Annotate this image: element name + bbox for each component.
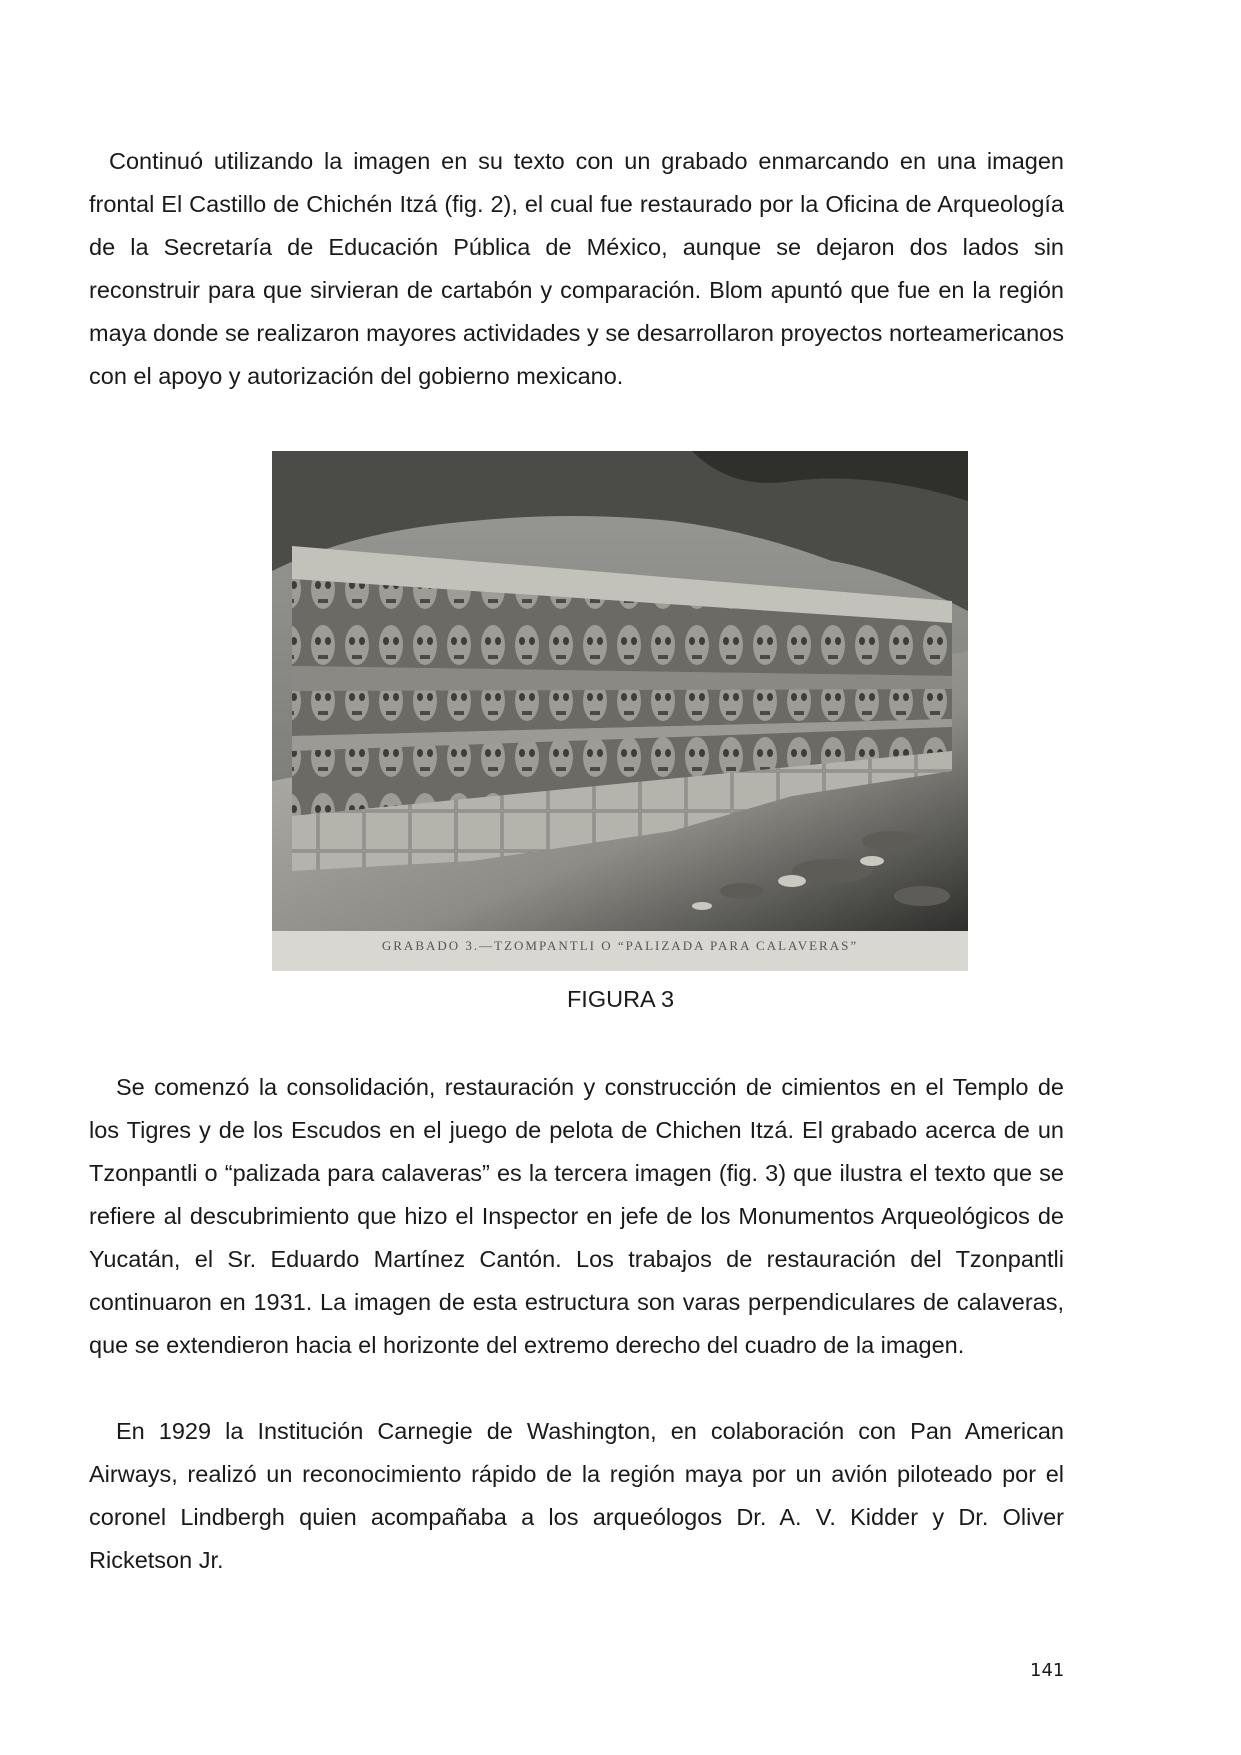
tzompantli-photograph	[272, 451, 968, 971]
page-number: 141	[1030, 1660, 1065, 1681]
paragraph-tzonpantli: Se comenzó la consolidación, restauración y construcción de cimientos en el Templo de los Tigres y de los Escudos en el juego de pelota de Chichen Itzá. El grabado acerca de un Tzonpantli o “palizada para calaveras” es la tercera imagen (fig. 3) que ilustra el texto que se refiere al descubrimiento que hizo el Inspector en jefe de los Monumentos Arqueológicos de Yucatán, el Sr. Eduardo Martínez Cantón. Los trabajos de restauración del Tzonpantli continuaron en 1931. La imagen de esta estructura son varas perpendiculares de calaveras, que se extendieron hacia el horizonte del extremo derecho del cuadro de la imagen.	[89, 1074, 1064, 1358]
engraving-caption: GRABADO 3.—TZOMPANTLI O “PALIZADA PARA CALAVERAS”	[381, 938, 859, 953]
paragraph-castillo: Continuó utilizando la imagen en su texto con un grabado enmarcando en una imagen frontal El Castillo de Chichén Itzá (fig. 2), el cual fue restaurado por la Oficina de Arqueología de la Secretaría de Educación Pública de México, aunque se dejaron dos lados sin reconstruir para que sirvieran de cartabón y comparación. Blom apuntó que fue en la región maya donde se realizaron mayores actividades y se desarrollaron proyectos norteamericanos con el apoyo y autorización del gobierno mexicano.	[89, 148, 1064, 389]
paragraph-carnegie: En 1929 la Institución Carnegie de Washington, en colaboración con Pan American Airways, realizó un reconocimiento rápido de la región maya por un avión piloteado por el coronel Lindbergh quien acompañaba a los arqueólogos Dr. A. V. Kidder y Dr. Oliver Ricketson Jr.	[89, 1418, 1064, 1573]
figure-label: FIGURA 3	[566, 986, 675, 1012]
tzompantli-illustration	[272, 451, 968, 971]
